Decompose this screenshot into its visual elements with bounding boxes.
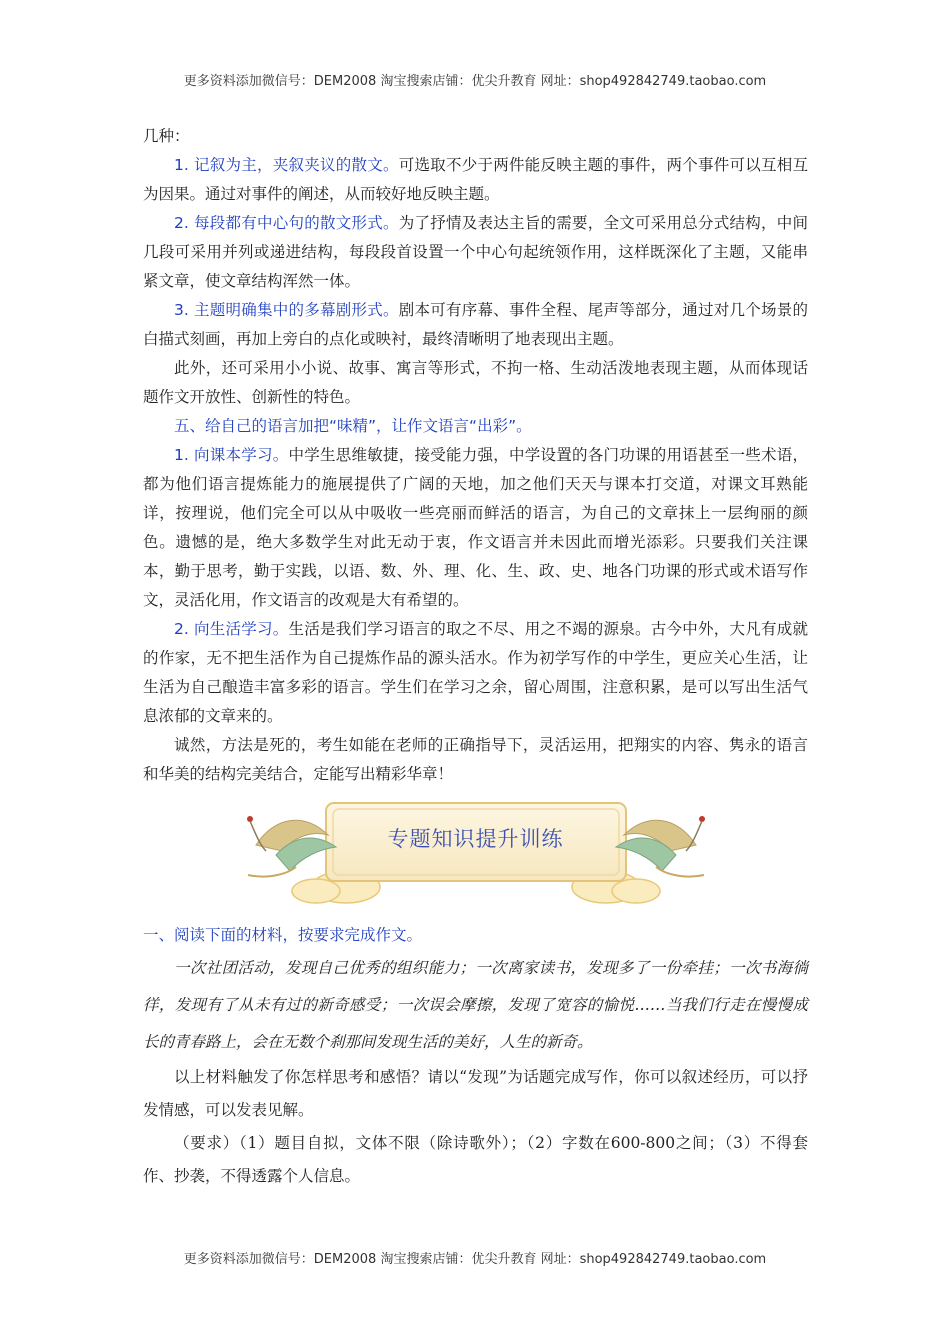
material-paragraph: 一次社团活动，发现自己优秀的组织能力；一次离家读书，发现多了一份牵挂；一次书海徜徉，发现有了从未有过的新奇感受；一次误会摩擦，发现了宽容的愉悦……当我们行走在慢慢成长的青春路上，会在无数个刹那间发现生活的美好，人生的新奇。 [143,959,808,1051]
item-3-heading: 3. 主题明确集中的多幕剧形式。 [174,301,399,319]
s5-item-2-text: 生活是我们学习语言的取之不尽、用之不竭的源泉。古今中外，大凡有成就的作家，无不把生活作为自己提炼作品的源头活水。作为初学写作的中学生，更应关心生活，让生活为自己酿造丰富多彩的语言。学生们在学习之余，留心周围，注意积累，是可以写出生活气息浓郁的文章来的。 [143,620,808,725]
item-1-text: 可选取不少于两件能反映主题的事件，两个事件可以互相互为因果。通过对事件的阐述，从而较好地反映主题。 [143,156,808,203]
intro-tail: 几种： [143,127,190,145]
s5-item-1-text: 中学生思维敏捷，接受能力强，中学设置的各门功课的用语甚至一些术语，都为他们语言提炼能力的施展提供了广阔的天地，加之他们天天与课本打交道，对课文耳熟能详，按理说，他们完全可以从中吸收一些亮丽而鲜活的语言，为自己的文章抹上一层绚丽的颜色。遗憾的是，绝大多数学生对此无动于衷，作文语言并未因此而增光添彩。只要我们关注课本，勤于思考，勤于实践，以语、数、外、理、化、生、政、史、地各门功课的形式或术语写作文，灵活化用，作文语言的改观是大有希望的。 [143,446,808,609]
section-5-title: 五、给自己的语言加把“味精”，让作文语言“出彩”。 [174,417,532,435]
question-1-title: 一、阅读下面的材料，按要求完成作文。 [143,926,423,944]
section-banner [236,795,716,907]
item-2-text: 为了抒情及表达主旨的需要，全文可采用总分式结构，中间几段可采用并列或递进结构，每段段首设置一个中心句起统领作用，这样既深化了主题，又能串紧文章，使文章结构浑然一体。 [143,214,808,290]
item-1 [143,151,808,209]
s5-item-2-heading: 2. 向生活学习。 [174,620,289,638]
s5-item-2 [143,615,808,731]
s5-item-1-heading: 1. 向课本学习。 [174,446,289,464]
page-footer: 更多资料添加微信号：DEM2008 淘宝搜索店铺：优尖升教育 网址：shop492842749.taobao.com [183,1252,767,1267]
item-1-heading: 1. 记叙为主，夹叙夹议的散文。 [174,156,399,174]
item-2-heading: 2. 每段都有中心句的散文形式。 [174,214,399,232]
document-body [143,122,808,1193]
extra-paragraph: 此外，还可采用小小说、故事、寓言等形式，不拘一格、生动活泼地表现主题，从而体现话题作文开放性、创新性的特色。 [143,359,808,406]
item-3 [143,296,808,354]
s5-item-1 [143,441,808,615]
page-header: 更多资料添加微信号：DEM2008 淘宝搜索店铺：优尖升教育 网址：shop492842749.taobao.com [183,74,767,89]
prompt-paragraph: 以上材料触发了你怎样思考和感悟？请以“发现”为话题完成写作，你可以叙述经历，可以抒发情感，可以发表见解。 [143,1068,808,1119]
item-3-text: 剧本可有序幕、事件全程、尾声等部分，通过对几个场景的白描式刻画，再加上旁白的点化或映衬，最终清晰明了地表现出主题。 [143,301,808,348]
banner-title: 专题知识提升训练 [387,827,564,851]
requirements-paragraph: （要求）（1）题目自拟，文体不限（除诗歌外）；（2）字数在600-800之间；（3）不得套作、抄袭，不得透露个人信息。 [143,1134,808,1185]
conclusion-paragraph: 诚然，方法是死的，考生如能在老师的正确指导下，灵活运用，把翔实的内容、隽永的语言和华美的结构完美结合，定能写出精彩华章！ [143,736,808,783]
item-2 [143,209,808,296]
